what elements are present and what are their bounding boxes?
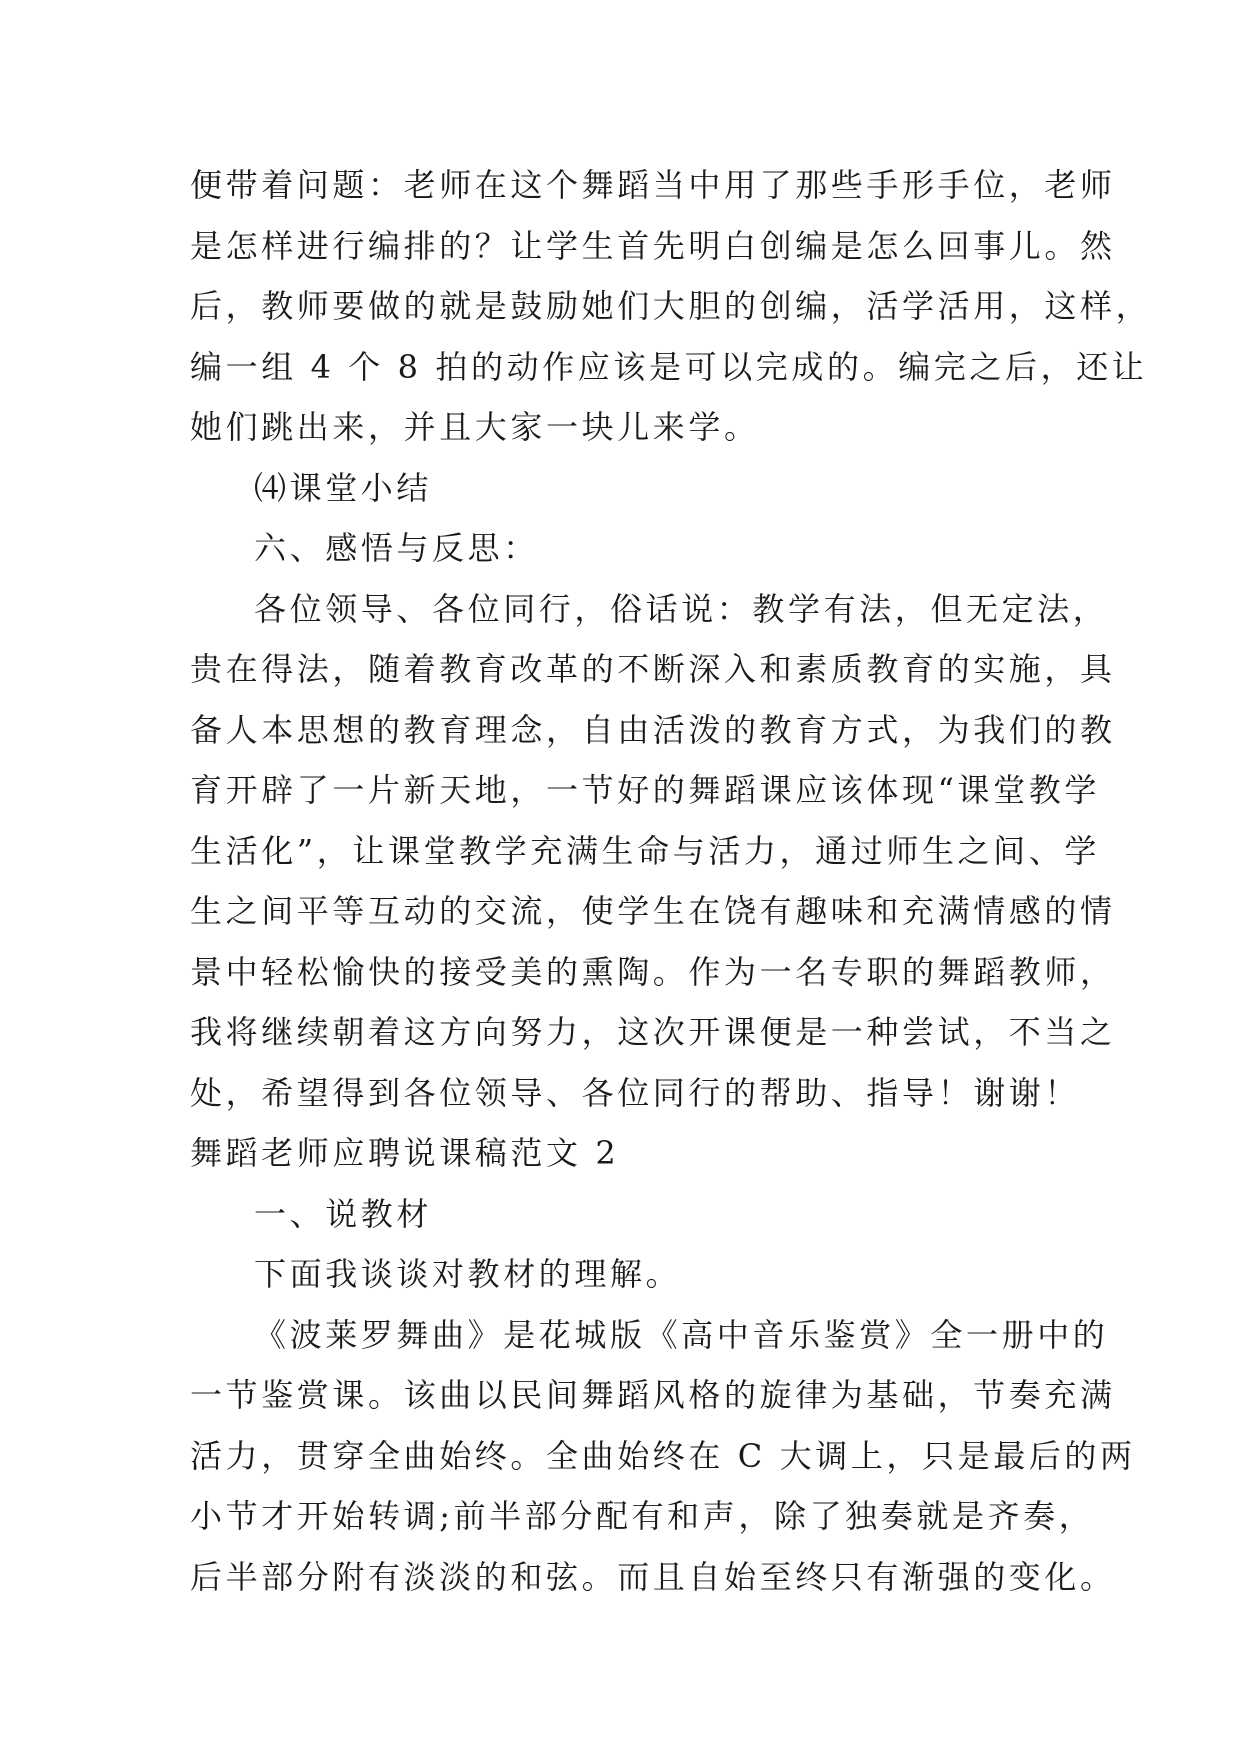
- text-line: 一节鉴赏课。该曲以民间舞蹈风格的旋律为基础，节奏充满: [190, 1376, 1116, 1414]
- text-line: 育开辟了一片新天地，一节好的舞蹈课应该体现“课堂教学: [190, 771, 1100, 809]
- text-line: 舞蹈老师应聘说课稿范文 2: [190, 1134, 620, 1172]
- text-line: 便带着问题：老师在这个舞蹈当中用了那些手形手位，老师: [190, 166, 1116, 204]
- text-line: 生活化”，让课堂教学充满生命与活力，通过师生之间、学: [190, 831, 1100, 870]
- text-line: 景中轻松愉快的接受美的熏陶。作为一名专职的舞蹈教师，: [190, 952, 1116, 991]
- text-line: 备人本思想的教育理念，自由活泼的教育方式，为我们的教: [190, 710, 1116, 749]
- text-line: 我将继续朝着这方向努力，这次开课便是一种尝试，不当之: [190, 1013, 1116, 1051]
- document-body: [190, 155, 1152, 1607]
- text-line: 编一组 4 个 8 拍的动作应该是可以完成的。编完之后，还让: [190, 347, 1148, 386]
- text-line: 活力，贯穿全曲始终。全曲始终在 C 大调上，只是最后的两: [190, 1436, 1136, 1475]
- text-line: 处，希望得到各位领导、各位同行的帮助、指导！谢谢！: [190, 1073, 1081, 1112]
- text-line: 六、感悟与反思：: [254, 529, 539, 567]
- text-line: 后，教师要做的就是鼓励她们大胆的创编，活学活用，这样，: [190, 287, 1152, 325]
- text-line: 是怎样进行编排的？让学生首先明白创编是怎么回事儿。然: [190, 226, 1116, 265]
- text-line: 小节才开始转调;前半部分配有和声，除了独奏就是齐奏，: [190, 1497, 1095, 1535]
- text-line: 下面我谈谈对教材的理解。: [254, 1255, 682, 1293]
- text-line: 贵在得法，随着教育改革的不断深入和素质教育的实施，具: [190, 650, 1116, 688]
- text-line: 各位领导、各位同行，俗话说：教学有法，但无定法，: [254, 589, 1109, 628]
- text-line: 《波莱罗舞曲》是花城版《高中音乐鉴赏》全一册中的: [254, 1315, 1109, 1354]
- text-line: 她们跳出来，并且大家一块儿来学。: [190, 408, 760, 446]
- text-line: 后半部分附有淡淡的和弦。而且自始至终只有渐强的变化。: [190, 1557, 1116, 1596]
- text-line: ⑷课堂小结: [254, 468, 433, 507]
- text-line: 一、说教材: [254, 1194, 433, 1233]
- text-line: 生之间平等互动的交流，使学生在饶有趣味和充满情感的情: [190, 892, 1116, 930]
